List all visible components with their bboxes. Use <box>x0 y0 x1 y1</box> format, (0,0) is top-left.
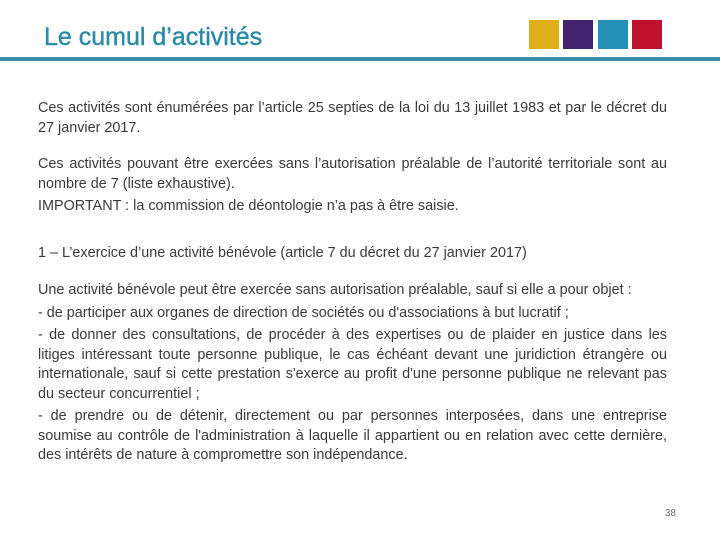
page-number: 38 <box>664 508 676 519</box>
logo-square-yellow <box>529 20 559 49</box>
paragraph-intro: Ces activités sont énumérées par l’article 25 septies de la loi du 13 juillet 1983 et par le décret du 27 janvier 2017. <box>38 100 667 136</box>
logo-square-red <box>632 20 662 49</box>
benevolent-intro: Une activité bénévole peut être exercée sans autorisation préalable, sauf si elle a pour objet : <box>38 282 632 298</box>
slide-title: Le cumul d’activités <box>44 23 263 51</box>
list-item: - de donner des consultations, de procéder à des expertises ou de plaider en justice dans les litiges intéressant toute personne publique, le cas échéant devant une juridiction étrangère ou internationale, sauf si cette prestation s'exerce au profit d'une personne publique ne relevant pas du secteur concurrentiel ; <box>38 327 667 402</box>
list-item: - de participer aux organes de direction de sociétés ou d'associations à but lucratif ; <box>38 304 569 321</box>
header-divider <box>0 57 720 61</box>
logo-square-blue <box>598 20 628 49</box>
paragraph-activities <box>38 154 667 216</box>
logo-square-purple <box>563 20 593 49</box>
section-heading: 1 – L’exercice d’une activité bénévole (article 7 du décret du 27 janvier 2017) <box>38 245 527 261</box>
paragraph-activities-text: Ces activités pouvant être exercées sans l’autorisation préalable de l’autorité territoriale sont au nombre de 7 (liste exhaustive). <box>38 156 667 192</box>
benevolent-activity-block <box>38 281 667 466</box>
list-item: - de prendre ou de détenir, directement ou par personnes interposées, dans une entreprise soumise au contrôle de l'administration à laquelle il appartient ou en relation avec cette dernière, des intérêts de nature à compromettre son indépendance. <box>38 408 667 463</box>
important-note: IMPORTANT : la commission de déontologie n’a pas à être saisie. <box>38 198 459 214</box>
